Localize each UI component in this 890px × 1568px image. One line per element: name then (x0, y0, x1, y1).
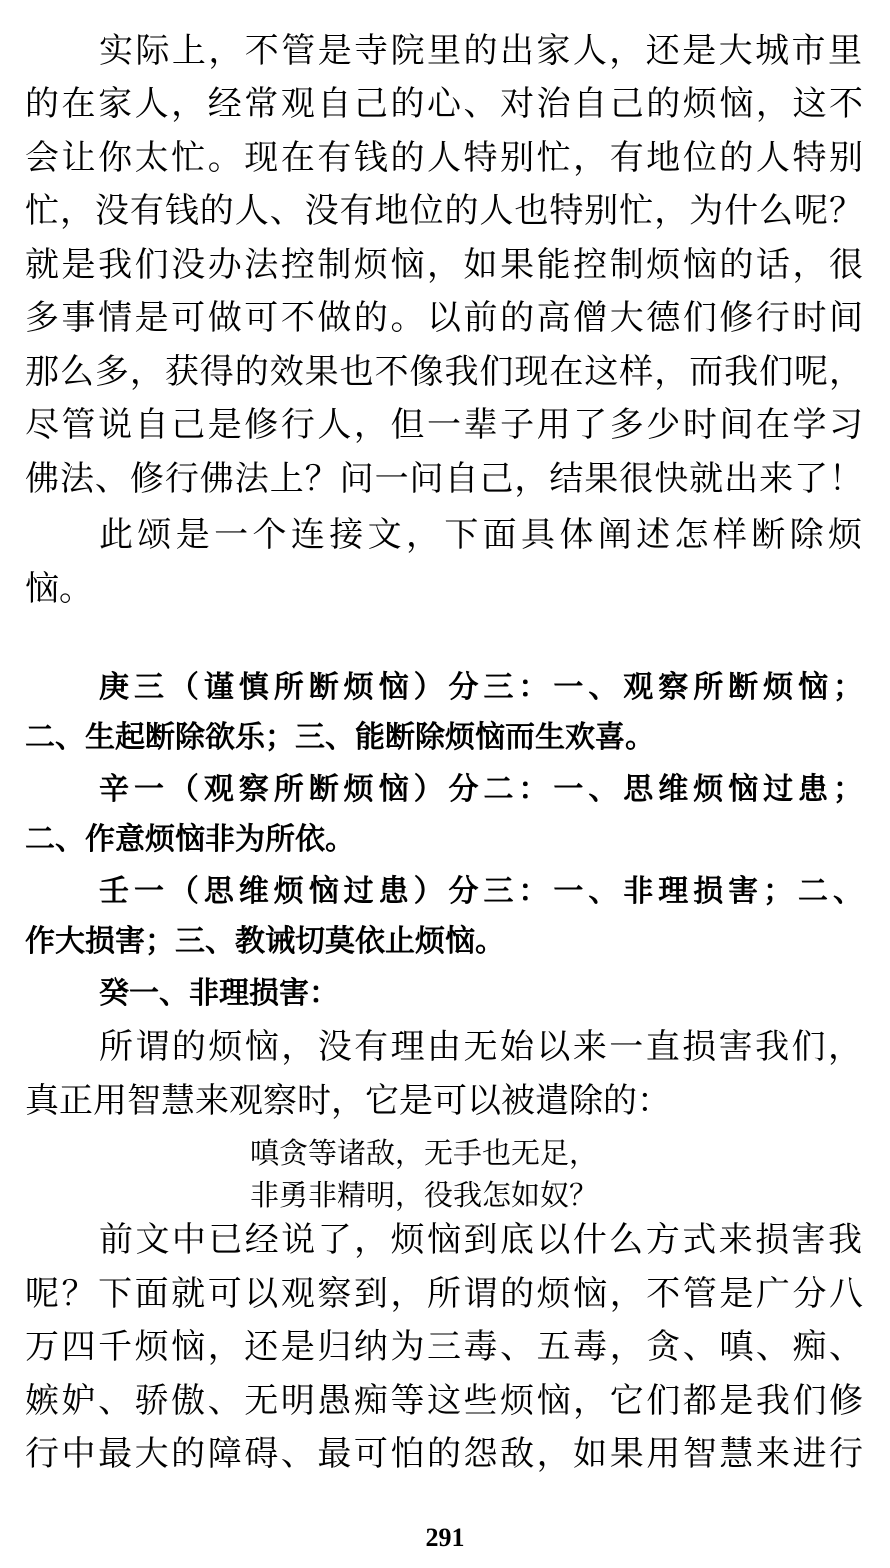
text-line: 就是我们没办法控制烦恼，如果能控制烦恼的话，很 (25, 245, 863, 285)
heading-line: 庚三（谨慎所断烦恼）分三：一、观察所断烦恼； (99, 670, 863, 705)
text-line: 此颂是一个连接文，下面具体阐述怎样断除烦 (99, 515, 862, 555)
text-line: 嫉妒、骄傲、无明愚痴等这些烦恼，它们都是我们修 (25, 1381, 863, 1421)
text-line: 会让你太忙。现在有钱的人特别忙，有地位的人特别 (25, 138, 863, 178)
text-line: 真正用智慧来观察时，它是可以被遣除的： (25, 1081, 671, 1121)
heading-line: 二、作意烦恼非为所依。 (25, 822, 355, 857)
verse-line: 非勇非精明，役我怎如奴？ (250, 1178, 599, 1212)
verse-line: 嗔贪等诸敌，无手也无足， (250, 1136, 599, 1170)
text-line: 行中最大的障碍、最可怕的怨敌，如果用智慧来进行 (25, 1434, 863, 1474)
text-line: 实际上，不管是寺院里的出家人，还是大城市里 (99, 31, 862, 71)
heading-line: 作大损害；三、教诫切莫依止烦恼。 (25, 924, 505, 959)
text-line: 恼。 (25, 569, 93, 609)
heading-line: 癸一、非理损害： (99, 976, 339, 1011)
text-line: 那么多，获得的效果也不像我们现在这样，而我们呢， (25, 352, 863, 392)
text-line: 忙，没有钱的人、没有地位的人也特别忙，为什么呢？ (25, 191, 863, 231)
text-line: 呢？下面就可以观察到，所谓的烦恼，不管是广分八 (25, 1274, 863, 1314)
heading-line: 壬一（思维烦恼过患）分三：一、非理损害；二、 (99, 874, 863, 909)
text-line: 多事情是可做可不做的。以前的高僧大德们修行时间 (25, 298, 863, 338)
page-number: 291 (425, 1523, 465, 1552)
text-line: 所谓的烦恼，没有理由无始以来一直损害我们， (99, 1027, 862, 1067)
heading-line: 二、生起断除欲乐；三、能断除烦恼而生欢喜。 (25, 720, 655, 755)
text-line: 尽管说自己是修行人，但一辈子用了多少时间在学习 (25, 405, 863, 445)
text-line: 前文中已经说了，烦恼到底以什么方式来损害我 (99, 1220, 862, 1260)
text-line: 万四千烦恼，还是归纳为三毒、五毒，贪、嗔、痴、 (25, 1327, 863, 1367)
heading-line: 辛一（观察所断烦恼）分二：一、思维烦恼过患； (99, 772, 863, 807)
text-line: 佛法、修行佛法上？问一问自己，结果很快就出来了！ (25, 459, 863, 499)
text-line: 的在家人，经常观自己的心、对治自己的烦恼，这不 (25, 84, 863, 124)
